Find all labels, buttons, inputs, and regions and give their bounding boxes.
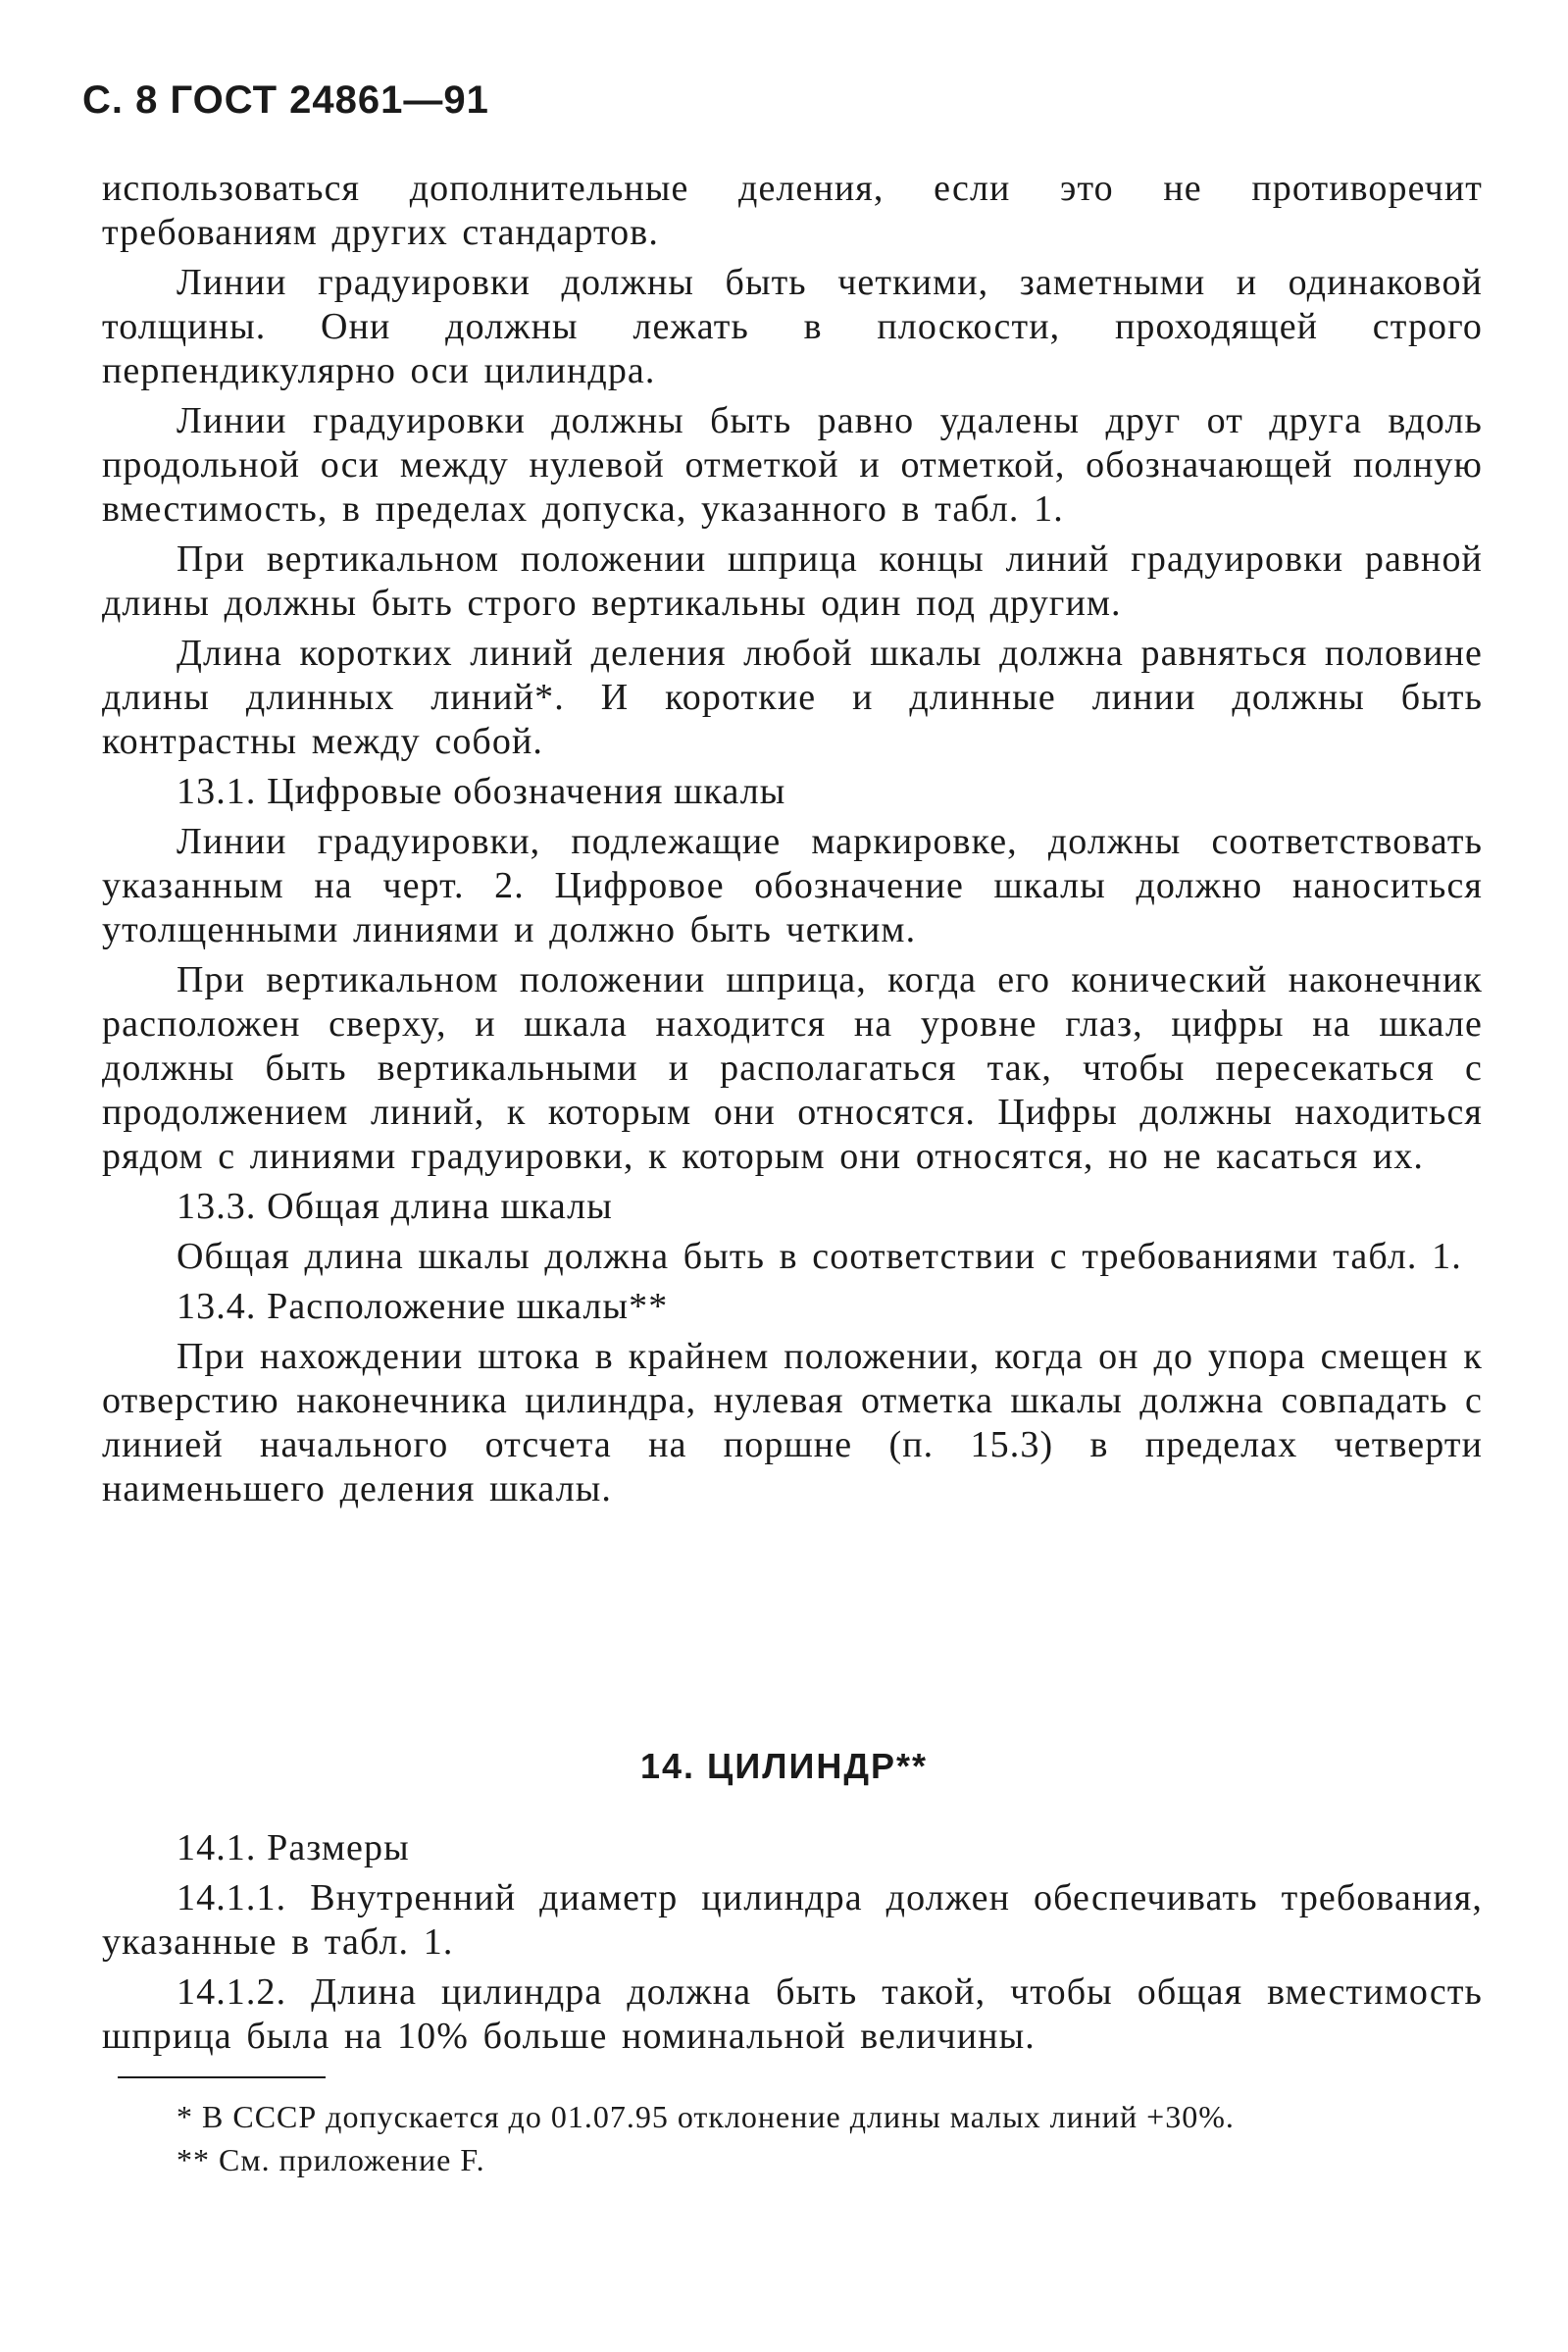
paragraph-scale-position: При нахождении штока в крайнем положении, когда он до упора смещен к отверстию наконечника цилиндра, нулевая отметка шкалы должна совпадать с линией начального отсчета на поршне (п. 15.3) в пределах четверти наименьшего деления шкалы. xyxy=(102,1336,1483,1509)
paragraph-line-spacing: Линии градуировки должны быть равно удалены друг от друга вдоль продольной оси между нулевой отметкой и отметкой, обозначающей полную вместимость, в пределах допуска, указанного в табл. 1. xyxy=(102,400,1483,530)
subheading-13-1: 13.1. Цифровые обозначения шкалы xyxy=(177,771,786,812)
footnote-1: * В СССР допускается до 01.07.95 отклонение длины малых линий +30%. xyxy=(177,2099,1235,2134)
paragraph-inner-diameter: 14.1.1. Внутренний диаметр цилиндра должен обеспечивать требования, указанные в табл. 1. xyxy=(102,1877,1483,1963)
paragraph-digits: При вертикальном положении шприца, когда его конический наконечник расположен сверху, и шкала находится на уровне глаз, цифры на шкале должны быть вертикальными и располагаться так, чтобы пересекаться с продолжением линий, к которым они относятся. Цифры должны находиться рядом с линиями градуировки, к которым они относятся, но не касаться их. xyxy=(102,959,1483,1177)
paragraph-graduation-lines: Линии градуировки должны быть четкими, заметными и одинаковой толщины. Они должны лежать в плоскости, проходящей строго перпендикулярно оси цилиндра. xyxy=(102,262,1483,391)
paragraph-marking: Линии градуировки, подлежащие маркировке, должны соответствовать указанным на черт. 2. Цифровое обозначение шкалы должно наноситься утолщенными линиями и должно быть четким. xyxy=(102,821,1483,950)
paragraph-total-length: Общая длина шкалы должна быть в соответствии с требованиями табл. 1. xyxy=(177,1236,1462,1277)
paragraph-cylinder-length: 14.1.2. Длина цилиндра должна быть такой, чтобы общая вместимость шприца была на 10% больше номинальной величины. xyxy=(102,1971,1483,2057)
footnote-divider xyxy=(118,2076,326,2078)
section-body xyxy=(102,1826,1483,2065)
body-text xyxy=(102,167,1483,1517)
subheading-13-4: 13.4. Расположение шкалы** xyxy=(177,1286,669,1327)
paragraph-vertical-position: При вертикальном положении шприца концы линий градуировки равной длины должны быть строго вертикальны один под другим. xyxy=(102,538,1483,624)
section-title: 14. ЦИЛИНДР** xyxy=(639,1746,929,1786)
paragraph-short-lines: Длина коротких линий деления любой шкалы должна равняться половине длины длинных линий*. И короткие и длинные линии должны быть контрастны между собой. xyxy=(102,633,1483,762)
footnote-2: ** См. приложение F. xyxy=(177,2142,485,2177)
footnotes xyxy=(177,2095,1491,2181)
page-header: С. 8 ГОСТ 24861—91 xyxy=(82,78,489,122)
paragraph-continuation: использоваться дополнительные деления, если это не противоречит требованиям других стандартов. xyxy=(102,168,1483,253)
subheading-13-3: 13.3. Общая длина шкалы xyxy=(177,1186,613,1227)
subheading-14-1: 14.1. Размеры xyxy=(177,1827,410,1868)
